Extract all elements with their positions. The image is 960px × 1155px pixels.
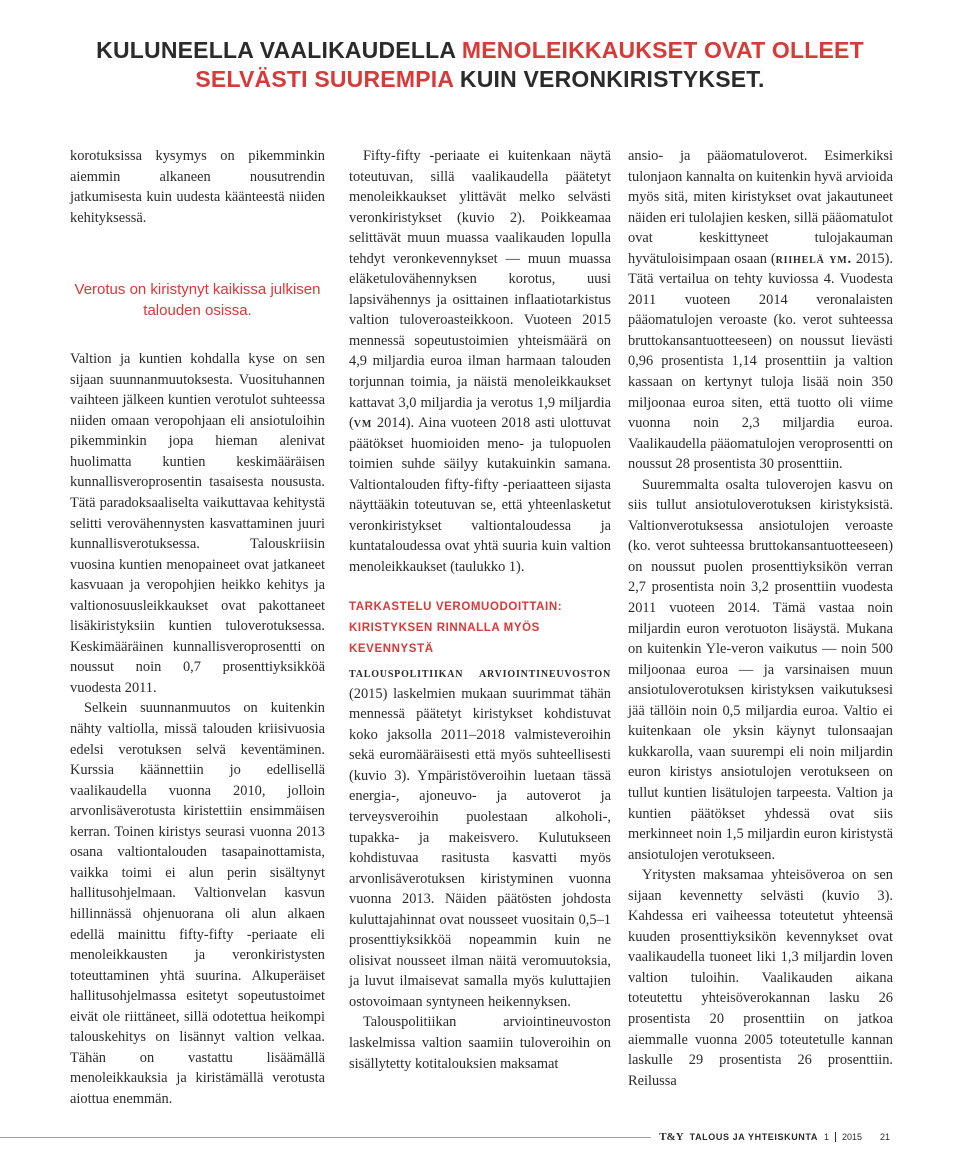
headline-part-2: KUIN VERONKIRISTYKSET. bbox=[453, 66, 765, 92]
text-run: Fifty-fifty -periaate ei kuitenkaan näytä toteutuvan, sillä vaalikaudella päätetyt menoleikkaukset ylittävät melko selvästi veronkiristykset (kuvio 2). Poikkeamaa selittävät muun muassa vaalikauden lopulla tehdyt veronkevennykset — muun muassa eläketulovähennyksen korotus, uusi lapsivähennys ja osittainen inflaatiotarkistus valtion tuloveroasteikkoon. Vuoteen 2015 mennessä sopeutustoimien yhteismäärä on 4,9 miljardia euroa ilman harmaan talouden torjunnan toimia, ja näistä menoleikkaukset kattavat 3,0 miljardia ja verotus 1,9 miljardia ( bbox=[349, 148, 611, 432]
section-heading-line-2: KIRISTYKSEN RINNALLA MYÖS KEVENNYSTÄ bbox=[349, 622, 540, 655]
text-run: 2015). Tätä vertailua on tehty kuviossa 4. Vuodesta 2011 vuoteen 2014 veronalaisten pääomatulojen veroaste (ko. verot suhteessa bruttokansantuotteeseen) on noussut lievästi 0,96 prosentista 1,14 prosenttiin ja valtion kassaan on kertynyt tuloja lisää noin 350 miljoonaa euroa siten, että tuotto oli viime vuonna noin 2,3 miljardia euroa. Vaalikaudella pääomatulojen veroprosentti on noussut 28 prosentista 30 prosenttiin. bbox=[628, 250, 893, 473]
paragraph bbox=[349, 663, 611, 1012]
column-1 bbox=[70, 146, 325, 1109]
footer-issue: 1 bbox=[823, 1132, 829, 1142]
paragraph bbox=[349, 146, 611, 577]
paragraph: Talouspolitiikan arviointineuvoston laskelmissa valtion saamiin tuloveroihin on sisällytetty kotitalouksien maksamat bbox=[349, 1014, 611, 1072]
paragraph: Selkein suunnanmuutos on kuitenkin nähty valtiolla, missä talouden kriisivuosia edelsi verotuksen selvä keventäminen. Kurssia käännettiin jo edellisellä vaalikaudella vuonna 2010, jolloin arvonlisäverotusta kiristettiin ensimmäisen kerran. Toinen kiristys seurasi vuonna 2013 osana valtiontalouden tasapainottamista, vaikka toimi ei alun perin sisältynyt hallitusohjelmaan. Valtionvelan kasvun hillinnässä ohjenuorana oli alun alkaen edellä mainittu fifty-fifty -periaate eli menoleikkausten ja veronkiristysten toteuttaminen yhtä suurina. Alkuperäiset hallitusohjelmassa esitetyt sopeutustoimet eivät ole riittäneet, sillä odotettua heikompi talouskehitys on lisännyt valtion velkaa. Tähän on vastattu lisäämällä menoleikkauksia ja kiristämällä verotusta aiottua enemmän. bbox=[70, 700, 325, 1107]
pull-quote: Verotus on kiristynyt kaikissa julkisen talouden osissa. bbox=[74, 281, 321, 319]
footer-brand: T&Y bbox=[659, 1131, 684, 1143]
citation: vm bbox=[353, 415, 373, 432]
paragraph: korotuksissa kysymys on pikemminkin aiemmin alkaneen nousutrendin jatkumisesta kuin uudesta käänteestä niiden kehityksessä. bbox=[70, 148, 325, 226]
footer-year: 2015 bbox=[841, 1132, 862, 1142]
lead-in-caps: talouspolitiikan arviointineuvoston bbox=[349, 665, 611, 682]
paragraph: Suuremmalta osalta tuloverojen kasvu on siis tullut ansiotuloverotuksen kiristyksistä. Valtionverotuksessa ansiotulojen veroaste (ko. verot suhteessa bruttokansantuotteeseen) on noussut puolen prosenttiyksikön verran 2,7 prosentista noin 3,2 prosenttiin vuodesta 2011 vuoteen 2014. Tämä vastaa noin miljardin euron verotuoton lisäystä. Mukana on kuitenkin Yle-veron vaikutus — noin 500 miljoonaa euroa — ja varsinaisen muun ansiotuloverotuksen kiristyksen vaikutuksesi jää tällöin noin 0,5 miljardia euroa. Valtio ei kuitenkaan ole yksin käynyt tulonsaajan kukkarolla, vaan suurempi eli noin miljardin euron kiristys ansiotulojen verotukseen on tullut kuntien lisätulojen tarpeesta. Valtion ja kuntien päätökset yhdessä ovat siis merkinneet noin 1,5 miljardin euron kiristystä ansiotulojen verotukseen. bbox=[628, 476, 893, 863]
footer-rule bbox=[0, 1137, 655, 1138]
section-heading-line-1: TARKASTELU VEROMUODOITTAIN: bbox=[349, 601, 563, 614]
section-heading bbox=[349, 597, 611, 659]
text-run: ansio- ja pääomatuloverot. Esimerkiksi tulonjaon kannalta on kuitenkin hyvä arvioida myös sitä, miten kiristykset ovat jakautuneet näiden eri tulolajien kesken, sillä pääomatulot ovat keskittyneet tulojakauman hyvätuloisimpaan osaan ( bbox=[628, 148, 893, 267]
page-footer bbox=[651, 1129, 890, 1145]
headline-highlight: MENOLEIKKAUKSET OVAT OLLEET SELVÄSTI SUUREMPIA bbox=[195, 37, 864, 92]
column-3 bbox=[628, 146, 893, 1091]
page-number: 21 bbox=[879, 1132, 890, 1142]
citation: riihelä ym. bbox=[775, 250, 852, 267]
footer-separator bbox=[835, 1132, 836, 1142]
footer-magazine: TALOUS JA YHTEISKUNTA bbox=[689, 1132, 818, 1142]
headline bbox=[60, 36, 900, 94]
paragraph: Valtion ja kuntien kohdalla kyse on sen sijaan suunnanmuutoksesta. Vuosituhannen vaihteen jälkeen kuntien verotulot suhteessa niiden omaan veropohjaan eli ansiotuloihin pikemminkin jopa hieman alenivat huolimatta kuntien keskimääräisen kunnallisveroprosentin tasaisesta noususta. Tätä paradoksaaliselta vaikuttavaa kehitystä selitti verovähennysten kasvattaminen juuri kunnallisverotuksessa. Talouskriisin vuosina kuntien menopaineet ovat jatkaneet kasvuaan ja veropohjien heikko kehitys ja valtionosuusleikkaukset ovat pakottaneet lisäkiristyksiin kuntien tuloverotuksessa. Keskimääräinen kunnallisveroprosentti on noussut noin 0,7 prosenttiyksikköä vuodesta 2011. bbox=[70, 351, 325, 696]
column-2 bbox=[349, 146, 611, 1074]
text-run: 2014). Aina vuoteen 2018 asti ulottuvat päätökset huomioiden meno- ja tulopuolen toimien suhde säilyy kutakuinkin samana. Valtiontalouden fifty-fifty -periaatteen sijasta näyttääkin toteutuvan se, että yhteenlasketut veronkiristykset valtiontaloudessa ja kuntataloudessa ovat yhtä suuria kuin valtion menoleikkaukset (taulukko 1). bbox=[349, 415, 611, 575]
text-run: (2015) laskelmien mukaan suurimmat tähän mennessä päätetyt kiristykset kohdistuvat koko jaksolla 2011–2018 valmisteveroihin sekä euromääräisesti että myös suhteellisesti (kuvio 3). Ympäristöveroihin luetaan tässä energia-, ajoneuvo- ja autoverot ja terveysveroihin puolestaan alkoholi-, tupakka- ja makeisvero. Kulutukseen kohdistuvaa rasitusta kasvatti myös arvonlisäverotuksen kiristyminen vuonna vuonna 2013. Näiden päätösten johdosta kuluttajahinnat ovat nousseet vuositain 0,5–1 prosenttiyksikköä nopeammin kuin ne olisivat nousseet ilman näitä veromuutoksia, ja luvut ilmaisevat samalla myös kuluttajien ostovoimaan syntyneen heikennyksen. bbox=[349, 685, 611, 1010]
headline-part-1: KULUNEELLA VAALIKAUDELLA bbox=[96, 37, 462, 63]
paragraph bbox=[628, 146, 893, 475]
paragraph: Yritysten maksamaa yhteisöveroa on sen sijaan kevennetty selvästi (kuvio 3). Kahdessa eri vaiheessa toteutetut yhteensä kuuden prosenttiyksikön kevennykset ovat vaalikaudella tuoneet liki 1,3 miljardin loven valtion tuloihin. Vaalikauden aikana toteutettu yhteisöverokannan lasku 26 prosentista 20 prosenttiin on jatkoa aiemmalle vuonna 2005 toteutetulle kannan laskulle 29 prosentista 26 prosenttiin. Reilussa bbox=[628, 867, 893, 1089]
